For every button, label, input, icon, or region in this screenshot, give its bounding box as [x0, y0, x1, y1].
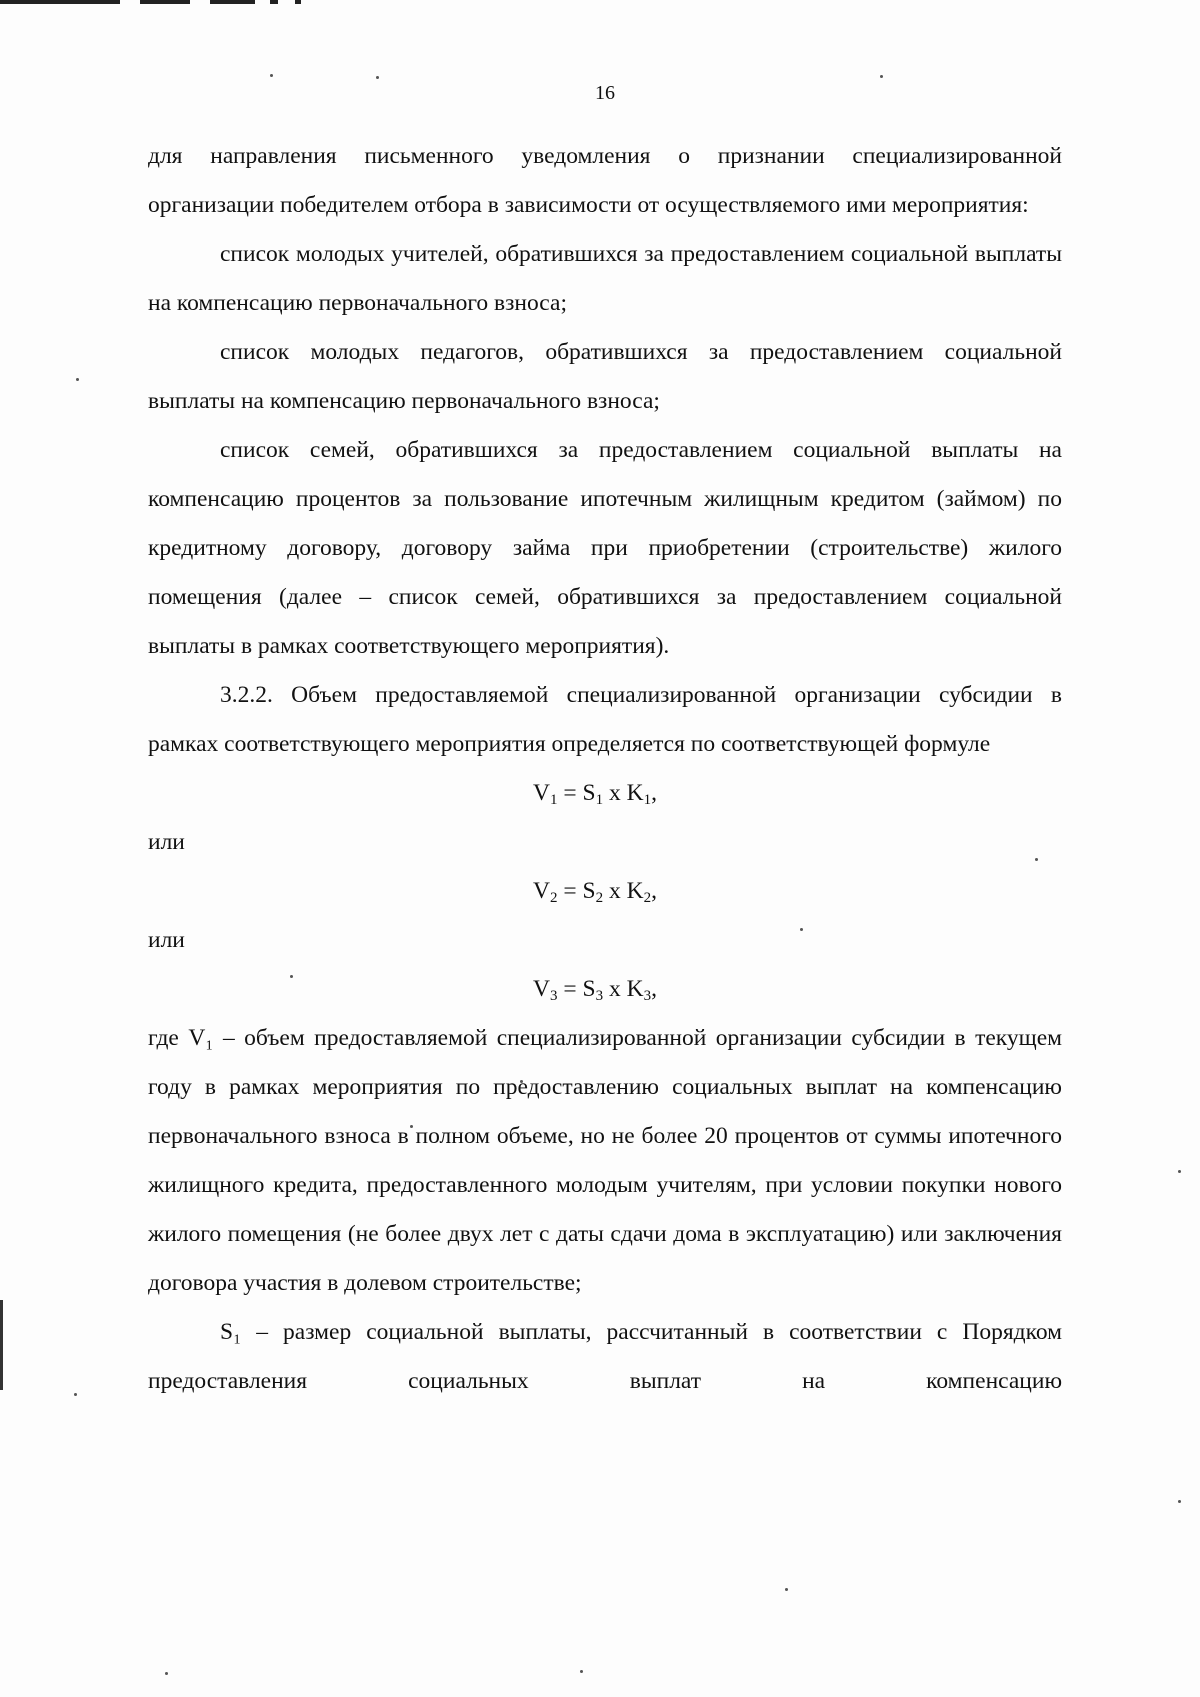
scan-speck	[1178, 1170, 1181, 1173]
paragraph-list-families: список семей, обратившихся за предоставлением социальной выплаты на компенсацию процентов за пользование ипотечным жилищным кредитом (займом) по кредитному договору, договору займа при приобретении (строительстве) жилого помещения (далее – список семей, обратившихся за предоставлением социальной выплаты в рамках соответствующего мероприятия).	[148, 437, 1062, 659]
scan-speck	[1178, 1500, 1181, 1503]
or-label: или	[148, 927, 185, 953]
page-number: 16	[595, 82, 615, 104]
scan-speck	[785, 1588, 788, 1591]
scan-speck	[880, 75, 883, 78]
scan-edge-artifact	[0, 1300, 3, 1390]
formula-v1: $V_1 = S_1$ x $K_1$,	[533, 780, 657, 808]
formula-v3: $V_3 = S_3$ x $K_3$,	[533, 976, 657, 1004]
paragraph-section-3-2-2: 3.2.2. Объем предоставляемой специализированной организации субсидии в рамках соответствующего мероприятия определяется по соответствующей формуле	[148, 682, 1062, 757]
scan-speck	[580, 1670, 583, 1673]
scan-speck	[74, 1393, 77, 1396]
paragraph-v1-definition: где V₁ – объем предоставляемой специализированной организации субсидии в текущем году в рамках мероприятия по предоставлению социальных выплат на компенсацию первоначального взноса в полном объеме, но не более 20 процентов от суммы ипотечного жилищного кредита, предоставленного молодым учителям, при условии покупки нового жилого помещения (не более двух лет с даты сдачи дома в эксплуатацию) или заключения договора участия в долевом строительстве;	[148, 1025, 1062, 1296]
formula-v2: $V_2 = S_2$ x $K_2$,	[533, 878, 657, 906]
paragraph-list-pedagogues: список молодых педагогов, обратившихся за предоставлением социальной выплаты на компенсацию первоначального взноса;	[148, 339, 1062, 414]
scan-speck	[76, 378, 79, 381]
scan-speck	[270, 74, 273, 77]
or-label: или	[148, 829, 185, 855]
paragraph-intro: для направления письменного уведомления о признании специализированной организации победителем отбора в зависимости от осуществляемого ими мероприятия:	[148, 143, 1062, 218]
scan-edge-artifact	[0, 0, 330, 6]
scan-speck	[376, 76, 379, 79]
document-body	[148, 132, 1062, 1406]
paragraph-list-teachers: список молодых учителей, обратившихся за предоставлением социальной выплаты на компенсацию первоначального взноса;	[148, 241, 1062, 316]
scan-speck	[165, 1672, 168, 1675]
paragraph-s1-definition: S₁ – размер социальной выплаты, рассчитанный в соответствии с Порядком предоставления социальных выплат на компенсацию	[148, 1319, 1062, 1394]
